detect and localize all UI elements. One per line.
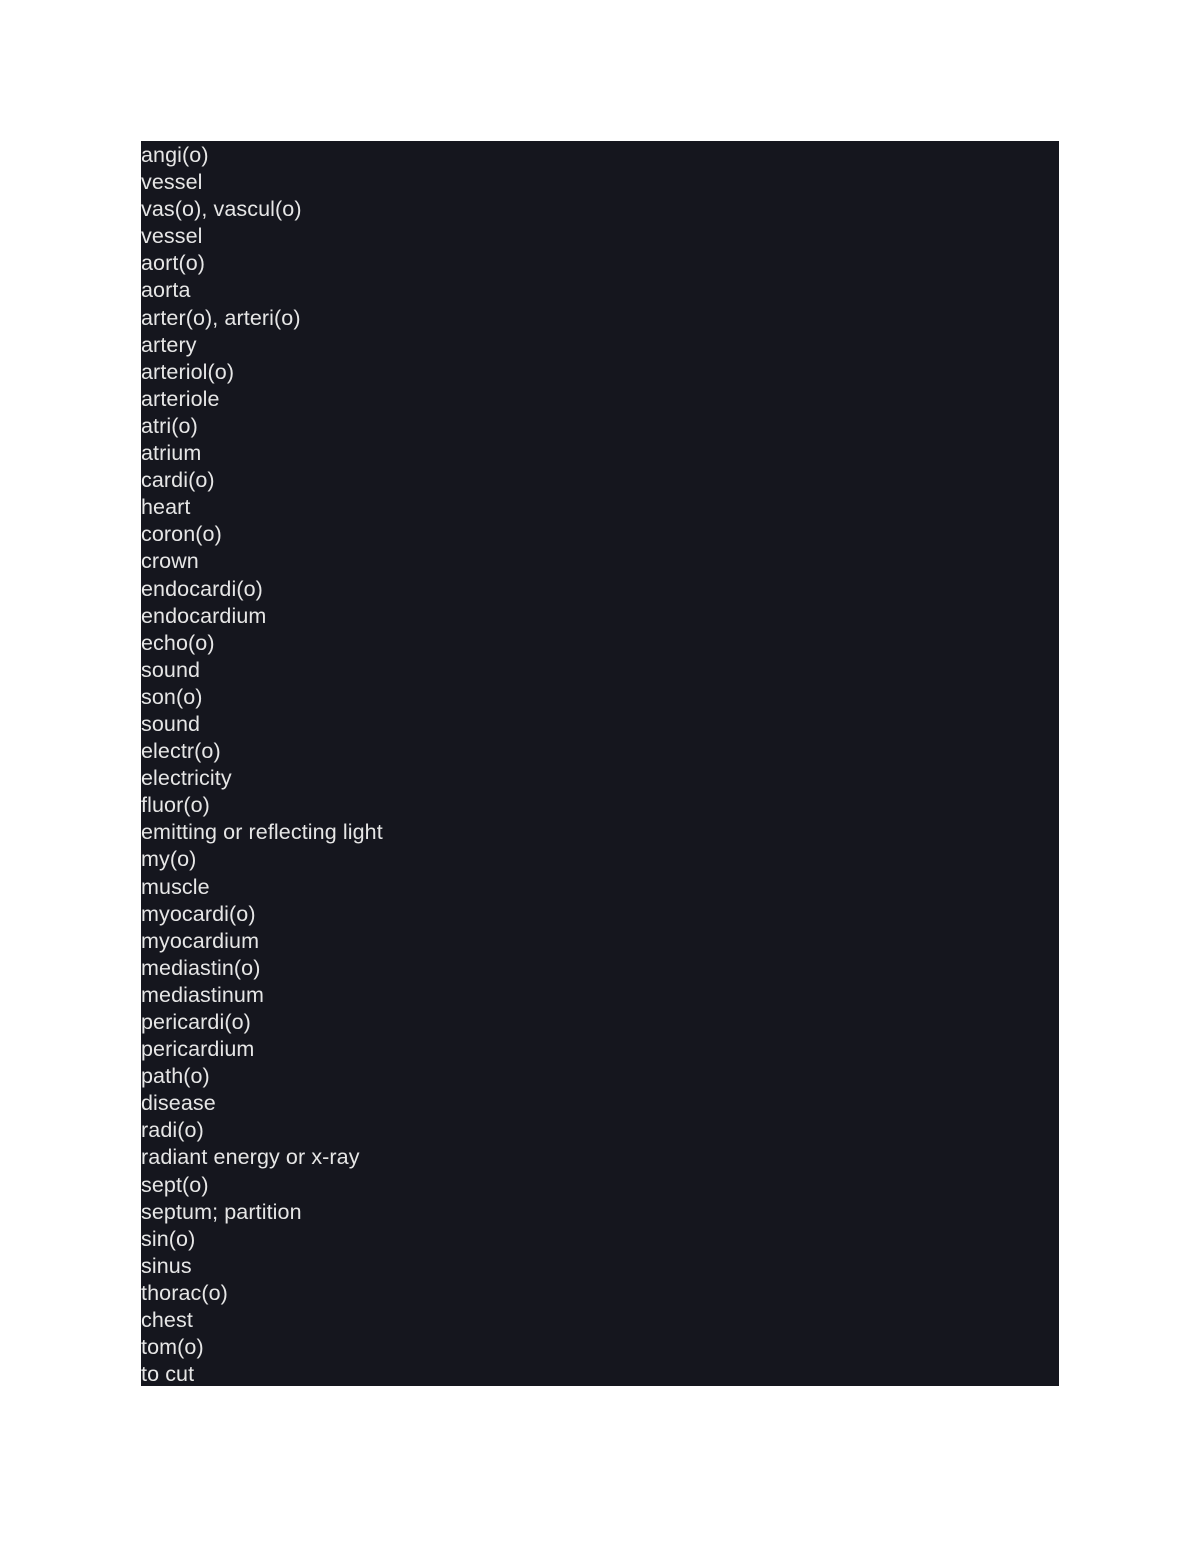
term-line: pericardi(o) (141, 1010, 251, 1034)
term-line: emitting or reflecting light (141, 820, 383, 845)
term-line: endocardi(o) (141, 576, 263, 601)
term-line: radi(o) (141, 1118, 204, 1143)
term-line: arter(o), arteri(o) (141, 305, 301, 330)
term-line: son(o) (141, 684, 203, 709)
term-line: tom(o) (141, 1335, 204, 1360)
term-line: vas(o), vascul(o) (141, 197, 302, 222)
term-line: aort(o) (141, 251, 206, 276)
term-line: disease (141, 1091, 216, 1116)
term-line: vessel (141, 224, 203, 249)
term-line: aorta (141, 278, 191, 303)
term-list (141, 142, 383, 1388)
term-line: crown (141, 549, 199, 574)
term-line: cardi(o) (141, 468, 215, 493)
term-line: sept(o) (141, 1172, 209, 1197)
term-line: pericardium (141, 1037, 255, 1062)
term-line: artery (141, 332, 197, 357)
term-line: to cut (141, 1362, 195, 1387)
term-block (141, 141, 1059, 1386)
term-line: myocardium (141, 928, 260, 953)
term-line: path(o) (141, 1064, 210, 1089)
term-line: myocardi(o) (141, 901, 256, 926)
term-line: my(o) (141, 847, 197, 872)
term-line: arteriol(o) (141, 359, 235, 384)
term-line: septum; partition (141, 1199, 302, 1224)
term-line: heart (141, 495, 191, 520)
term-line: angi(o) (141, 143, 209, 167)
term-line: chest (141, 1308, 193, 1333)
term-line: sinus (141, 1253, 192, 1278)
term-line: arteriole (141, 386, 220, 411)
term-line: endocardium (141, 603, 267, 628)
term-line: sound (141, 657, 201, 682)
term-line: radiant energy or x-ray (141, 1145, 360, 1170)
term-line: mediastinum (141, 982, 264, 1007)
term-line: sin(o) (141, 1226, 196, 1251)
term-line: vessel (141, 170, 203, 195)
term-line: coron(o) (141, 522, 222, 547)
term-line: sound (141, 711, 201, 736)
term-line: atri(o) (141, 413, 198, 438)
term-line: muscle (141, 874, 210, 899)
term-line: electr(o) (141, 739, 221, 764)
term-line: fluor(o) (141, 793, 210, 818)
term-line: thorac(o) (141, 1280, 228, 1305)
term-line: atrium (141, 441, 202, 466)
term-line: electricity (141, 766, 232, 791)
term-line: mediastin(o) (141, 955, 261, 980)
term-line: echo(o) (141, 630, 215, 655)
